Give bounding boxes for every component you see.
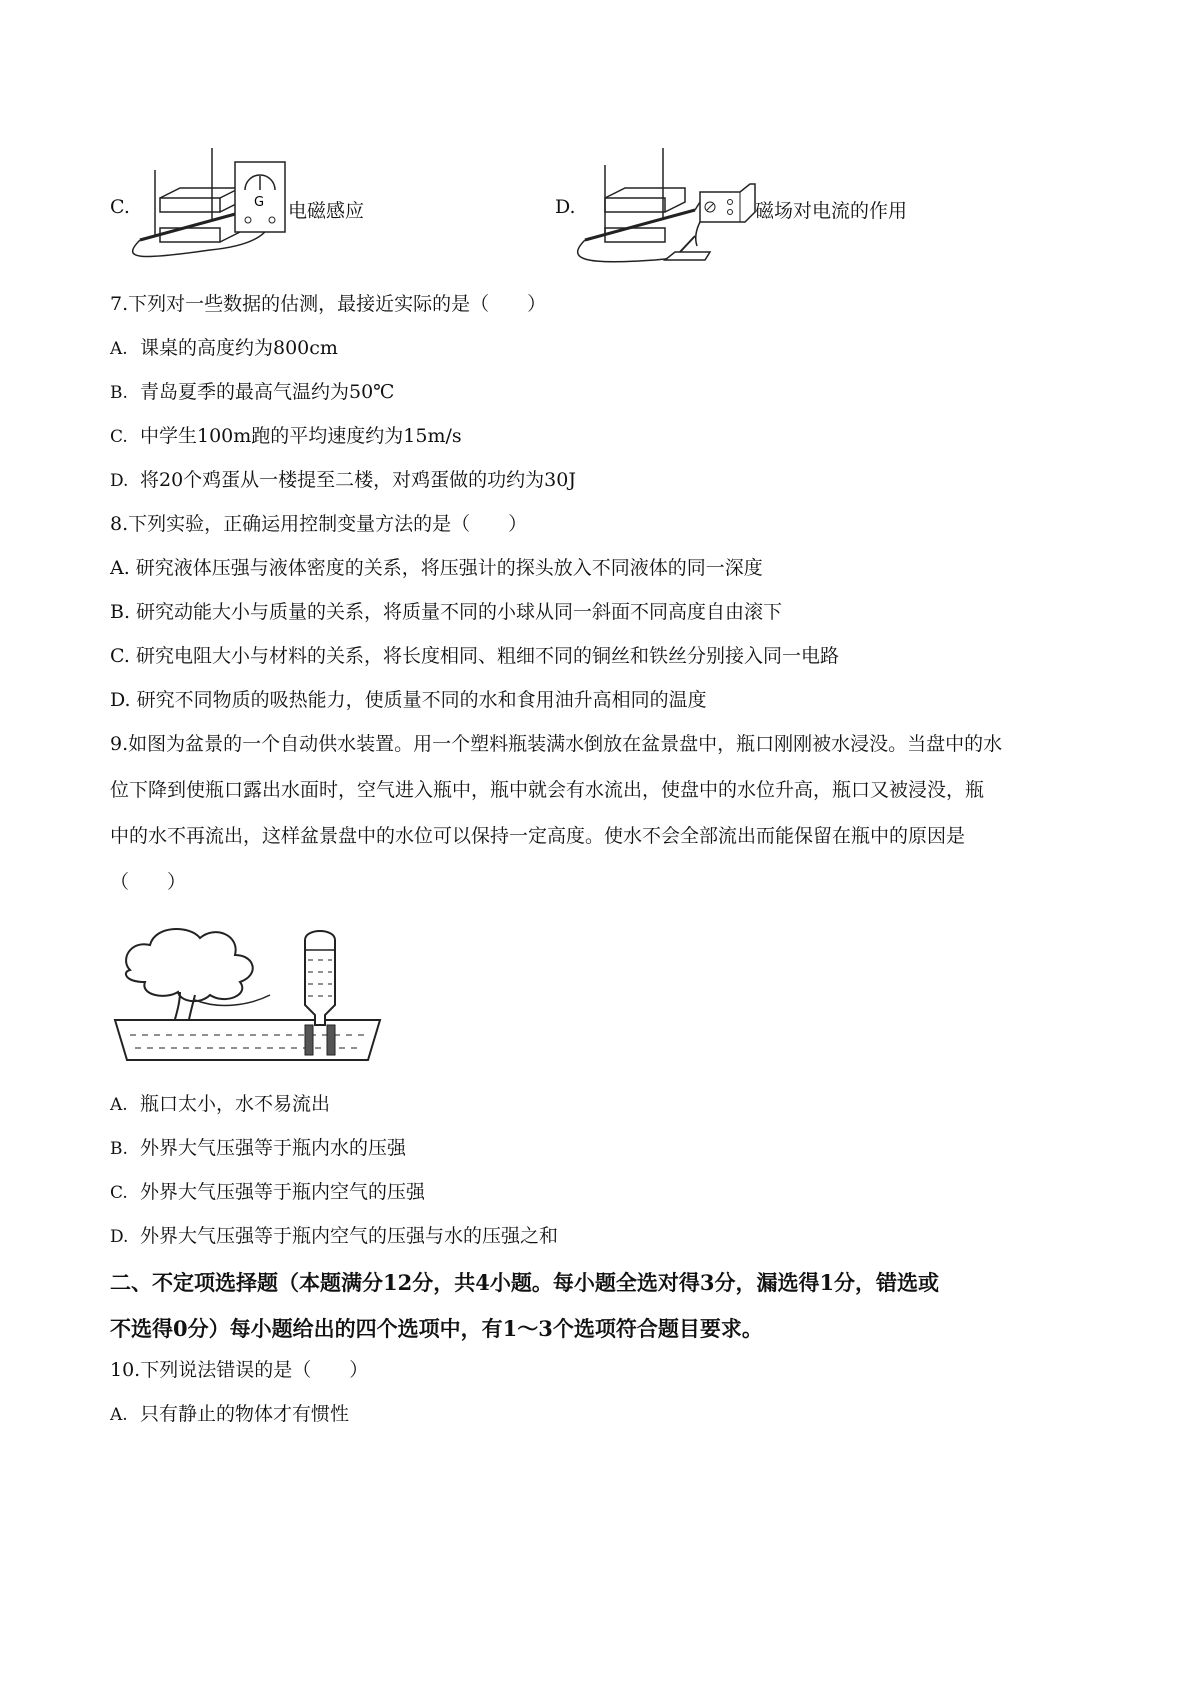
section-2-heading-line-1: 二、不定项选择题（本题满分12分，共4小题。每小题全选对得3分，漏选得1分，错选或 [110,1270,940,1295]
q9-stem-line-1: 9.如图为盆景的一个自动供水装置。用一个塑料瓶装满水倒放在盆景盘中，瓶口刚刚被水浸没。当盘中的水 [110,733,1003,755]
figure-d-letter: D. [555,196,576,218]
q7-option-b: B. 青岛夏季的最高气温约为50℃ [110,381,395,403]
q10-option-a: A. 只有静止的物体才有惯性 [110,1403,350,1425]
q9-option-b: B. 外界大气压强等于瓶内水的压强 [110,1137,407,1159]
q8-stem: 8.下列实验，正确运用控制变量方法的是（ ） [110,513,528,535]
q9-option-d: D. 外界大气压强等于瓶内空气的压强与水的压强之和 [110,1225,559,1247]
galvanometer-label: G [254,195,265,210]
q8-option-b: B. 研究动能大小与质量的关系，将质量不同的小球从同一斜面不同高度自由滚下 [110,601,783,623]
figure-c-caption: 电磁感应 [288,200,365,222]
bonsai-diagram [110,920,390,1070]
q7-stem: 7.下列对一些数据的估测，最接近实际的是（ ） [110,293,547,315]
q9-option-a: A. 瓶口太小，水不易流出 [110,1093,331,1115]
q9-stem-line-2: 位下降到使瓶口露出水面时，空气进入瓶中，瓶中就会有水流出，使盘中的水位升高，瓶口又被浸没，瓶 [110,779,985,801]
q7-option-a: A. 课桌的高度约为800cm [110,337,338,359]
q7-option-d: D. 将20个鸡蛋从一楼提至二楼，对鸡蛋做的功约为30J [110,469,576,491]
q9-stem-line-4: （ ） [110,871,187,893]
q8-option-d: D. 研究不同物质的吸热能力，使质量不同的水和食用油升高相同的温度 [110,689,707,711]
figure-c [100,140,440,280]
bonsai-water-device-figure [110,920,390,1070]
q8-option-c: C. 研究电阻大小与材料的关系，将长度相同、粗细不同的铜丝和铁丝分别接入同一电路 [110,645,839,667]
figure-d [545,140,965,280]
q10-stem: 10.下列说法错误的是（ ） [110,1359,369,1381]
q8-option-a: A. 研究液体压强与液体密度的关系，将压强计的探头放入不同液体的同一深度 [110,557,763,579]
q9-option-c: C. 外界大气压强等于瓶内空气的压强 [110,1181,426,1203]
figure-c-diagram [100,140,440,280]
figure-d-caption: 磁场对电流的作用 [755,200,908,222]
section-2-heading-line-2: 不选得0分）每小题给出的四个选项中，有1～3个选项符合题目要求。 [110,1316,763,1341]
q7-option-c: C. 中学生100m跑的平均速度约为15m/s [110,425,462,447]
q9-stem-line-3: 中的水不再流出，这样盆景盘中的水位可以保持一定高度。使水不会全部流出而能保留在瓶中的原因是 [110,825,966,847]
figure-c-letter: C. [110,196,130,218]
